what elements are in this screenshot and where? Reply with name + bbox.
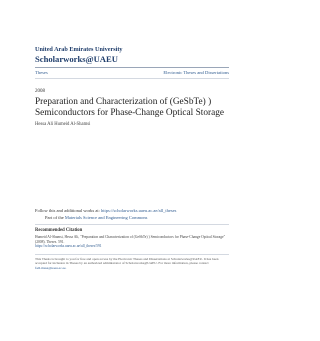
access-notice <box>35 257 229 270</box>
commons-link[interactable]: Materials Science and Engineering Commons <box>64 215 148 220</box>
citation-heading: Recommended Citation <box>35 228 83 233</box>
header-divider <box>35 67 229 68</box>
part-prefix: Part of the <box>45 215 64 220</box>
citation-url-link[interactable]: https://scholarworks.uaeu.ac.ae/all_theses/591 <box>35 244 102 249</box>
notice-divider <box>35 254 229 255</box>
electronic-theses-link[interactable]: Electronic Theses and Dissertations <box>163 70 229 75</box>
notice-text: This Thesis is brought to you for free and open access by the Electronic Theses and Dissertations at Scholarworks@UAEU. It has been accepted for inclusion in Theses by an authorized administrator of Scholarworks@UAEU. For more information, please contact <box>35 257 219 266</box>
citation-text: Humeid Al-Shamsi, Hessa Ali, "Preparation and Characterization of (GeSbTe) ) Semiconductors for Phase-Change Optical Storage" (2008). Theses. 591. <box>35 235 226 244</box>
repository-link[interactable]: Scholarworks@UAEU <box>35 54 118 64</box>
institution-name: United Arab Emirates University <box>35 46 123 53</box>
citation-block <box>35 235 229 249</box>
follow-url-link[interactable]: https://scholarworks.uaeu.ac.ae/all_theses <box>101 208 177 213</box>
author-name: Hessa Ali Humeid Al-Shamsi <box>35 122 91 127</box>
publication-year: 2008 <box>35 89 45 94</box>
follow-prefix: Follow this and additional works at: <box>35 208 100 213</box>
part-of-line <box>45 215 147 220</box>
theses-link[interactable]: Theses <box>35 70 48 75</box>
follow-line <box>35 208 176 213</box>
nav-divider <box>35 78 229 79</box>
citation-divider <box>35 224 229 225</box>
contact-email-link[interactable]: fadl.musa@uaeu.ac.ae. <box>35 265 67 270</box>
document-title: Preparation and Characterization of (GeSbTe) ) Semiconductors for Phase-Change Optical Storage <box>35 97 224 118</box>
